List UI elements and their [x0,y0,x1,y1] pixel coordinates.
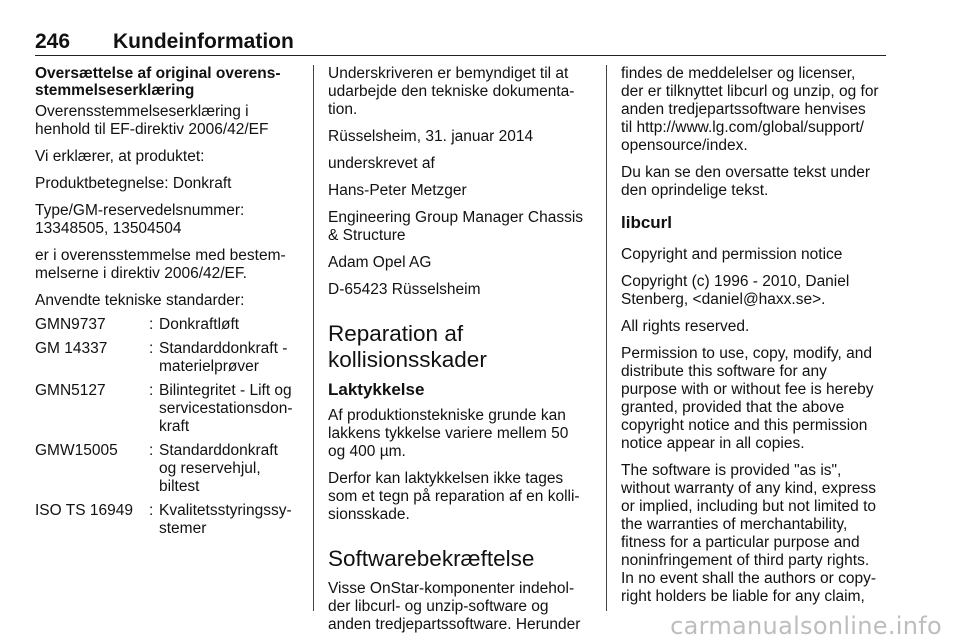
header-rule [35,55,886,56]
watermark: carmanualsonline.info [670,612,942,640]
paragraph: Type/GM-reservedelsnummer: 13348505, 13504504 [35,202,245,237]
paragraph: Rüsselsheim, 31. januar 2014 [328,128,534,145]
column-middle [328,65,592,643]
paragraph: Af produktionstekniske grunde kan lakkens tykkelse variere mellem 50 og 400 µm. [328,407,569,460]
paragraph: Adam Opel AG [328,254,432,271]
paragraph: Anvendte tekniske standarder: [35,292,245,309]
table-row [35,502,297,544]
standard-code: GMW15005 [35,442,118,459]
paragraph: Vi erklærer, at produktet: [35,148,205,165]
paragraph: Copyright (c) 1996 - 2010, Daniel Stenberg, <daniel@haxx.se>. [621,273,850,308]
section-heading-collision-repair: Reparation af kollisionsskader [328,321,487,372]
subsection-heading-libcurl: libcurl [621,213,673,232]
standard-code: GMN5127 [35,382,106,399]
paragraph: Produktbetegnelse: Donkraft [35,175,232,192]
paragraph: Underskriveren er bemyndiget til at udarbejde den tekniske dokumenta- tion. [328,65,575,118]
column-divider [606,65,607,611]
column-left [35,65,297,544]
standard-separator: : [149,316,154,333]
standard-description: Bilintegritet - Lift og servicestationsdon- kraft [159,382,293,435]
column-divider [313,65,314,611]
paragraph: Overensstemmelseserklæring i henhold til EF-direktiv 2006/42/EF [35,103,269,138]
paragraph: All rights reserved. [621,318,750,335]
subsection-heading-paint-thickness: Laktykkelse [328,380,425,399]
standard-code: GMN9737 [35,316,106,333]
table-row [35,340,297,382]
paragraph: The software is provided "as is", without warranty of any kind, express or implied, including but not limited to the warranties of merchantability, fitness for a particular purpose and noninfringement of third party rights. In no event shall the authors or copy- right holders be liable for any claim, [621,462,877,605]
table-row [35,442,297,502]
paragraph: er i overensstemmelse med bestem- melserne i direktiv 2006/42/EF. [35,247,286,282]
standard-description: Standarddonkraft og reservehjul, biltest [159,442,278,495]
paragraph: D-65423 Rüsselsheim [328,281,481,298]
paragraph: Permission to use, copy, modify, and distribute this software for any purpose with or without fee is hereby granted, provided that the above copyright notice and this permission notice appear in all copies. [621,345,874,452]
paragraph: findes de meddelelser og licenser, der er tilknyttet libcurl og unzip, og for anden tredjepartssoftware henvises til http://www.lg.com/global/support/ opensource/index. [621,65,879,154]
page-header [35,30,886,58]
standard-separator: : [149,502,154,519]
standard-description: Standarddonkraft - materielprøver [159,340,288,375]
page-title: Kundeinformation [113,30,294,53]
paragraph: Hans-Peter Metzger [328,182,467,199]
paragraph: Derfor kan laktykkelsen ikke tages som et tegn på reparation af en kolli- sionsskade. [328,470,580,523]
standard-separator: : [149,382,154,399]
section-heading-software: Softwarebekræftelse [328,546,535,571]
table-row [35,316,297,340]
page-number: 246 [35,30,71,53]
standard-separator: : [149,340,154,357]
paragraph: Visse OnStar-komponenter indehol- der libcurl- og unzip-software og anden tredjepartssoftware. Herunder [328,580,581,633]
paragraph: underskrevet af [328,155,435,172]
standard-code: GM 14337 [35,340,108,357]
paragraph: Copyright and permission notice [621,246,843,263]
standard-description: Kvalitetsstyringssy- stemer [159,502,292,537]
paragraph: Engineering Group Manager Chassis & Structure [328,209,584,244]
standard-description: Donkraftløft [159,316,240,333]
paragraph: Du kan se den oversatte tekst under den oprindelige tekst. [621,164,871,199]
table-row [35,382,297,442]
declaration-heading: Oversættelse af original overens- stemmelseserklæring [35,65,281,99]
standards-table [35,316,297,544]
standard-separator: : [149,442,154,459]
column-right [621,65,887,615]
standard-code: ISO TS 16949 [35,502,133,519]
